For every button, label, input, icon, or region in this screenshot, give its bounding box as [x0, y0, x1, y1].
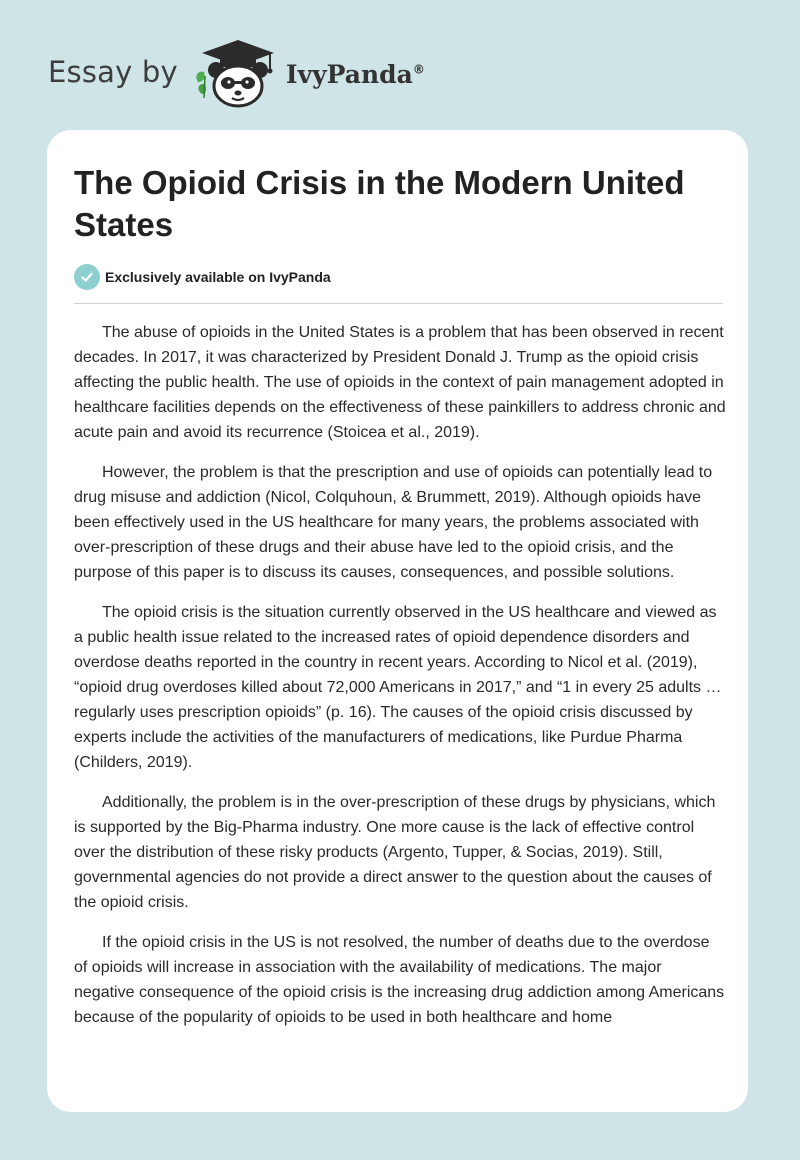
paragraph: However, the problem is that the prescription and use of opioids can potentially lead to drug misuse and addiction (Nicol, Colquhoun, & Brummett, 2019). Although opioids have been effectively used in the US healthcare for many years, the problems associated with over-prescription of these drugs and their abuse have led to the opioid crisis, and the purpose of this paper is to discuss its causes, consequences, and possible solutions. [74, 464, 713, 581]
essay-card [47, 130, 748, 1112]
exclusive-label: Exclusively available on IvyPanda [105, 269, 331, 285]
essay-body [74, 320, 726, 1045]
paragraph: The abuse of opioids in the United States is a problem that has been observed in recent decades. In 2017, it was characterized by President Donald J. Trump as the opioid crisis affecting the public health. The use of opioids in the context of pain management adopted in healthcare facilities depends on the effectiveness of these painkillers to address chronic and acute pain and avoid its recurrence (Stoicea et al., 2019). [74, 324, 726, 441]
check-circle-icon [74, 264, 100, 290]
brand-name: IvyPanda® [285, 59, 425, 89]
divider [74, 303, 723, 304]
paragraph: If the opioid crisis in the US is not resolved, the number of deaths due to the overdose of opioids will increase in association with the availability of medications. The major negative consequence of the opioid crisis is the increasing drug addiction among Americans because of the popularity of opioids to be used in both healthcare and home [74, 934, 725, 1026]
essay-title: The Opioid Crisis in the Modern United States [74, 164, 685, 243]
exclusive-badge [74, 264, 331, 290]
site-header [48, 36, 425, 108]
paragraph: Additionally, the problem is in the over-prescription of these drugs by physicians, which is supported by the Big-Pharma industry. One more cause is the lack of effective control over the distribution of these risky products (Argento, Tupper, & Socias, 2019). Still, governmental agencies do not provide a direct answer to the question about the causes of the opioid crisis. [74, 794, 716, 911]
panda-graduate-icon [192, 36, 284, 108]
essay-by-label: Essay by [48, 55, 178, 89]
paragraph: The opioid crisis is the situation currently observed in the US healthcare and viewed as a public health issue related to the increased rates of opioid dependence disorders and overdose deaths reported in the country in recent years. According to Nicol et al. (2019), “opioid drug overdoses killed about 72,000 Americans in 2017,” and “1 in every 25 adults … regularly uses prescription opioids” (p. 16). The causes of the opioid crisis discussed by experts include the activities of the manufacturers of medications, like Purdue Pharma (Childers, 2019). [74, 604, 722, 771]
